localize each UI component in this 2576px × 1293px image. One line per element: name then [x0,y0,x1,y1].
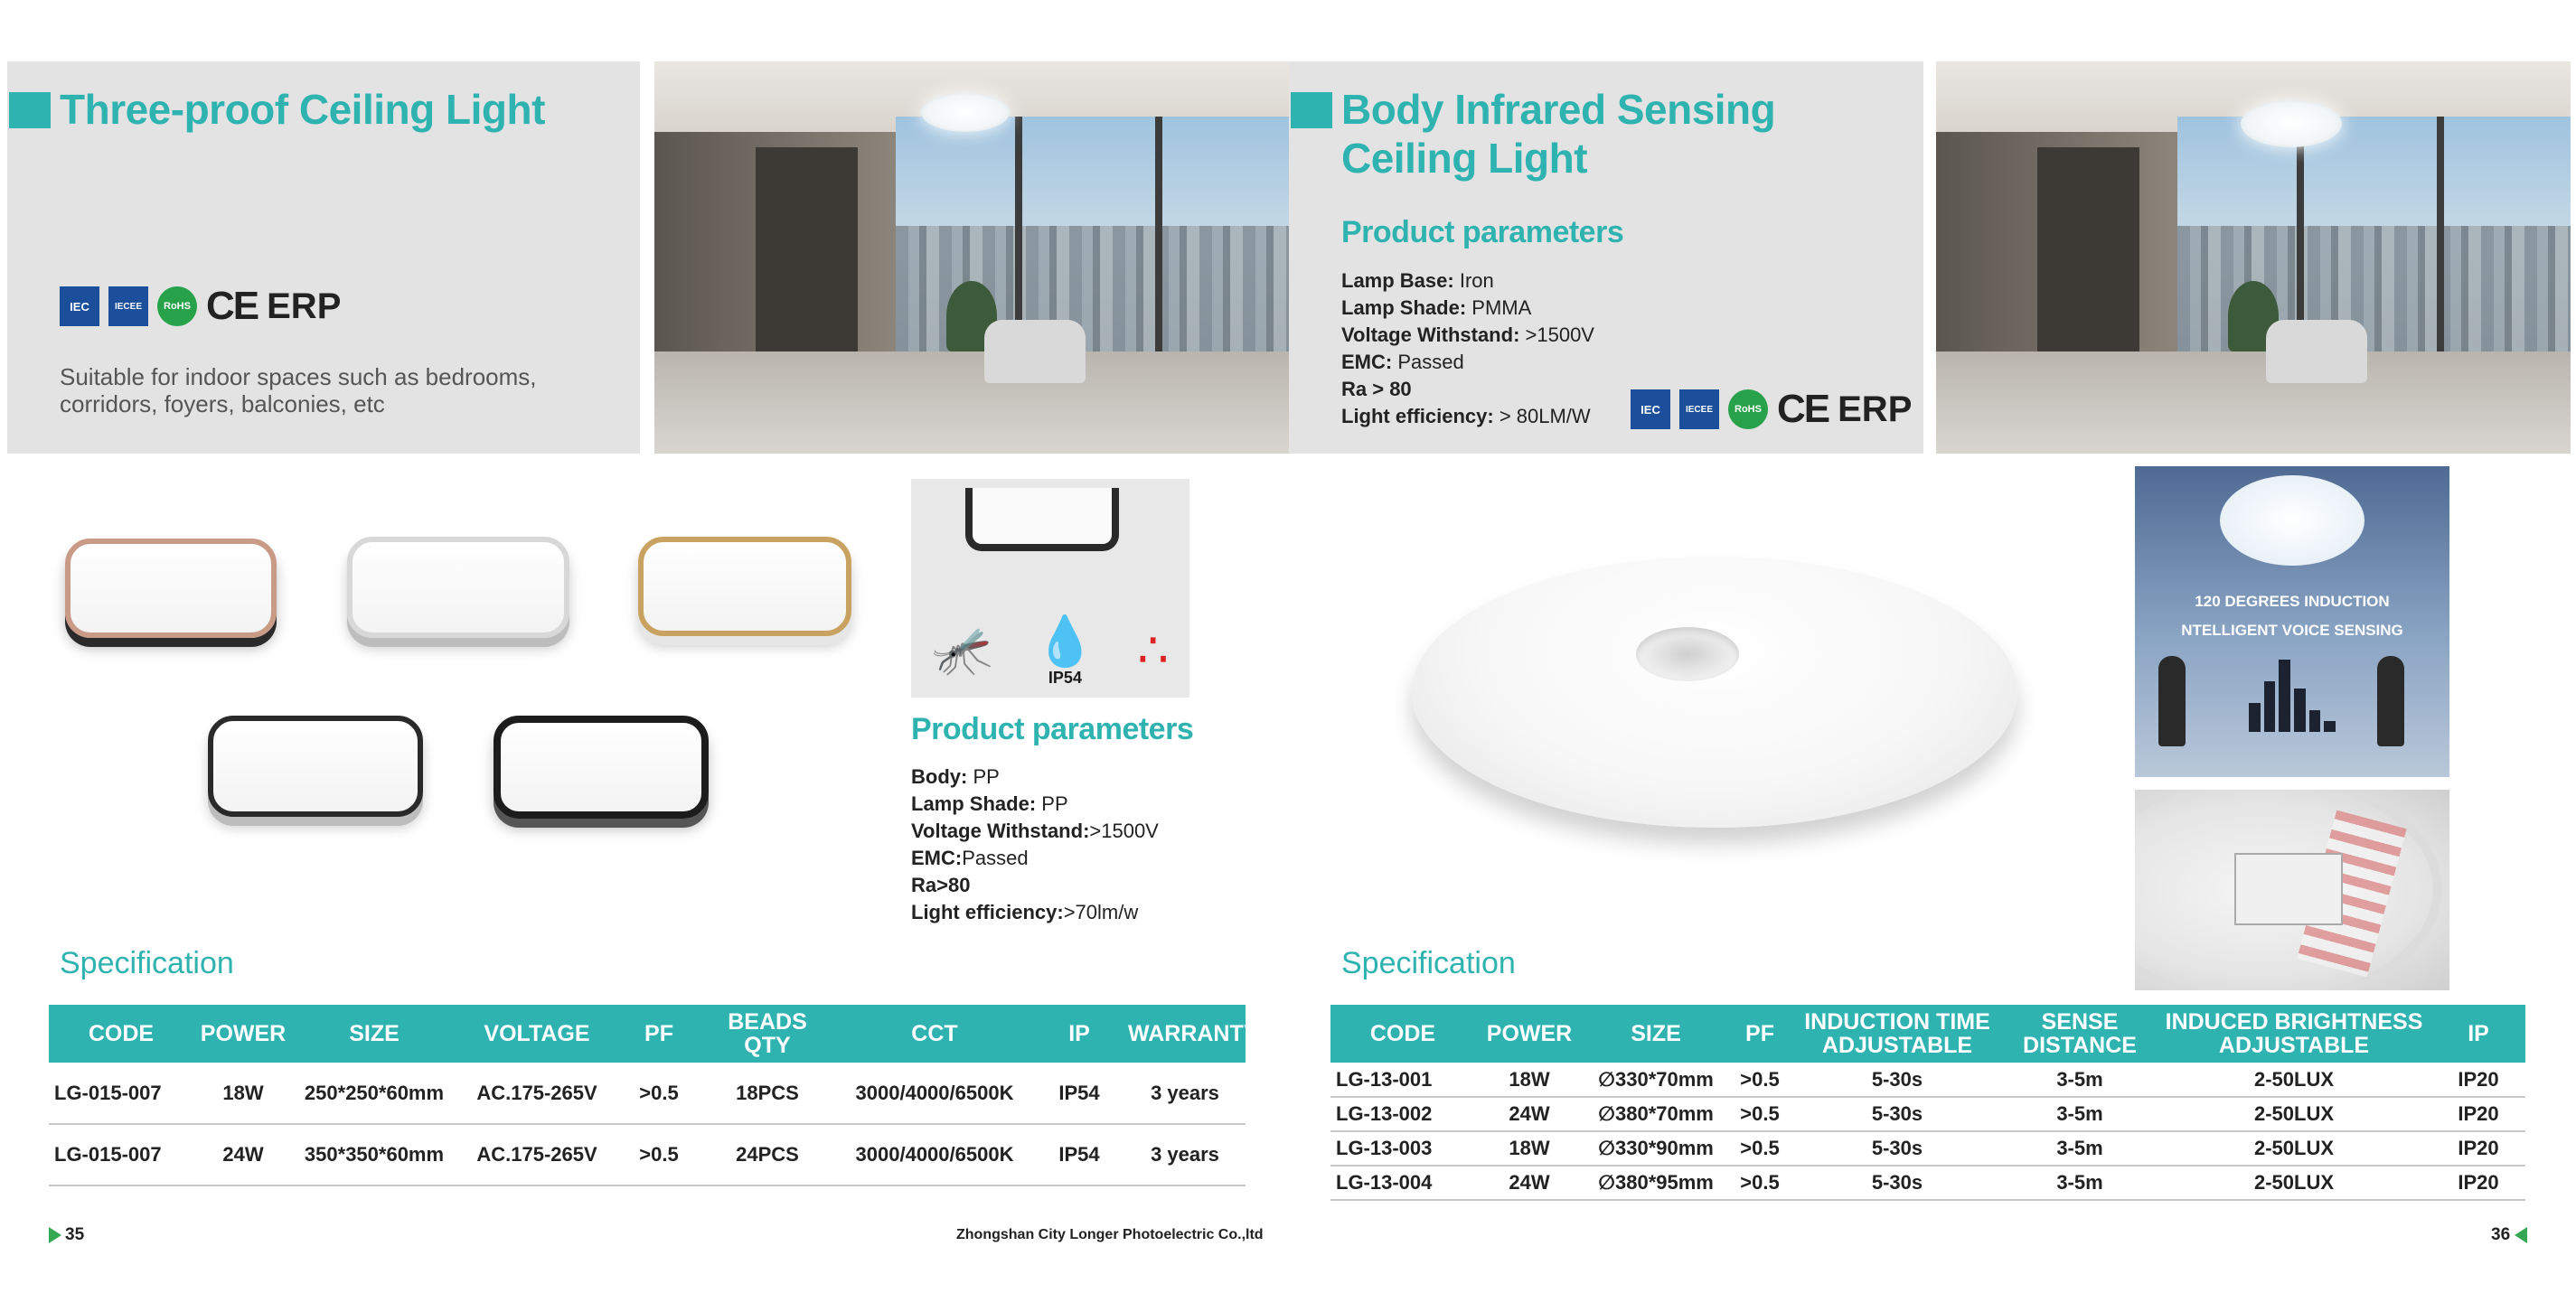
ce-mark-icon: CE [206,284,259,328]
left-spec-table [49,1005,1259,1186]
table-row: LG-13-001 18W ∅330*70mm >0.5 5-30s 3-5m 2-50LUX IP20 [1330,1063,2525,1097]
lamp-variant-gold [638,537,851,636]
param-row: Body: PP [911,765,1000,788]
sensor-caption-1: 120 DEGREES INDUCTION [2195,593,2390,610]
table-row: LG-015-007 18W 250*250*60mm AC.175-265V >0.5 18PCS 3000/4000/6500K IP54 3 years [49,1063,1246,1124]
ce-mark-icon: CE [1777,387,1829,431]
left-description: Suitable for indoor spaces such as bedrooms, corridors, foyers, balconies, etc [60,363,537,417]
three-proof-feature-image [911,479,1189,698]
lamp-variant-black-silver [208,716,423,817]
col-header: INDUCTION TIME ADJUSTABLE [1791,1005,2003,1063]
table-row: LG-015-007 24W 350*350*60mm AC.175-265V >0.5 24PCS 3000/4000/6500K IP54 3 years [49,1124,1246,1185]
table-header-row [1330,1005,2525,1063]
param-row: Ra > 80 [1341,378,1412,400]
company-name: Zhongshan City Longer Photoelectric Co.,ltd [956,1227,1264,1242]
right-params-title: Product parameters [1341,215,1624,249]
param-row: Light efficiency: > 80LM/W [1341,405,1591,427]
left-room-photo [654,61,1289,454]
right-page-title: Body Infrared Sensing Ceiling Light [1341,86,1776,182]
param-row: EMC:Passed [911,847,1029,869]
erp-mark-icon: ERP [1838,389,1913,429]
page-number-right: 36 [2491,1225,2511,1244]
lamp-variant-rose-black [65,539,277,638]
param-row: Lamp Shade: PP [911,792,1068,815]
waterproof-drop-icon: 💧 IP54 [1034,614,1096,687]
infrared-sensor-icon [1636,627,1739,681]
right-params-list [1341,267,1594,430]
col-header: VOLTAGE [456,1005,618,1063]
col-header: SIZE [1584,1005,1728,1063]
iec-logo-icon: IEC [1631,389,1670,429]
left-params-title: Product parameters [911,712,1194,746]
right-spec-title: Specification [1341,946,1516,980]
dustproof-icon: ∴ [1137,623,1169,678]
col-header: WARRANTY [1124,1005,1246,1063]
param-row: Voltage Withstand:>1500V [911,820,1159,842]
walking-person-icon [2158,656,2186,746]
sound-bars-icon [2249,660,2336,732]
right-spec-table [1330,1005,2525,1201]
lamp-internals-photo [2135,790,2449,990]
rohs-leaf-icon: RoHS [1728,389,1768,429]
iecee-logo-icon: IECEE [108,286,148,326]
sensor-caption-2: NTELLIGENT VOICE SENSING [2181,622,2403,639]
left-title-accent-bar [9,92,51,128]
page-arrow-icon-left [49,1227,61,1243]
iecee-logo-icon: IECEE [1679,389,1719,429]
table-header-row [49,1005,1246,1063]
sensor-ceiling-lamp-image [1412,557,2017,851]
col-header: CODE [49,1005,193,1063]
col-header: BEADS QTY [700,1005,835,1063]
sensor-induction-diagram [2135,466,2449,777]
param-row: EMC: Passed [1341,351,1464,373]
iec-logo-icon: IEC [60,286,99,326]
left-page-title: Three-proof Ceiling Light [60,86,545,133]
col-header: PF [618,1005,700,1063]
left-spec-title: Specification [60,946,234,980]
walking-person-icon [2377,656,2404,746]
col-header: IP [2431,1005,2525,1063]
col-header: CODE [1330,1005,1475,1063]
col-header: PF [1728,1005,1791,1063]
table-row: LG-13-003 18W ∅330*90mm >0.5 5-30s 3-5m 2-50LUX IP20 [1330,1131,2525,1166]
param-row: Voltage Withstand: >1500V [1341,323,1594,346]
no-mosquito-icon: 🦟 [932,623,993,678]
col-header: SENSE DISTANCE [2003,1005,2157,1063]
left-cert-logos [60,284,341,329]
col-header: IP [1034,1005,1124,1063]
param-row: Ra>80 [911,874,971,896]
table-row: LG-13-002 24W ∅380*70mm >0.5 5-30s 3-5m 2-50LUX IP20 [1330,1097,2525,1131]
right-room-photo [1936,61,2571,454]
param-row: Lamp Shade: PMMA [1341,296,1532,319]
erp-mark-icon: ERP [267,286,342,326]
param-row: Light efficiency:>70lm/w [911,901,1139,923]
page-arrow-icon-right [2515,1227,2527,1243]
lamp-corner [965,488,1119,551]
page-number-left: 35 [65,1225,85,1244]
lamp-variant-silver [347,537,569,638]
col-header: INDUCED BRIGHTNESS ADJUSTABLE [2157,1005,2431,1063]
right-cert-logos [1631,387,1912,432]
table-row: LG-13-004 24W ∅380*95mm >0.5 5-30s 3-5m 2-50LUX IP20 [1330,1166,2525,1200]
rohs-leaf-icon: RoHS [157,286,197,326]
param-row: Lamp Base: Iron [1341,269,1494,292]
col-header: CCT [835,1005,1034,1063]
left-params-list [911,764,1159,926]
col-header: POWER [1475,1005,1584,1063]
col-header: SIZE [293,1005,456,1063]
lamp-variant-black [494,716,709,819]
col-header: POWER [193,1005,293,1063]
right-title-accent-bar [1291,92,1332,128]
